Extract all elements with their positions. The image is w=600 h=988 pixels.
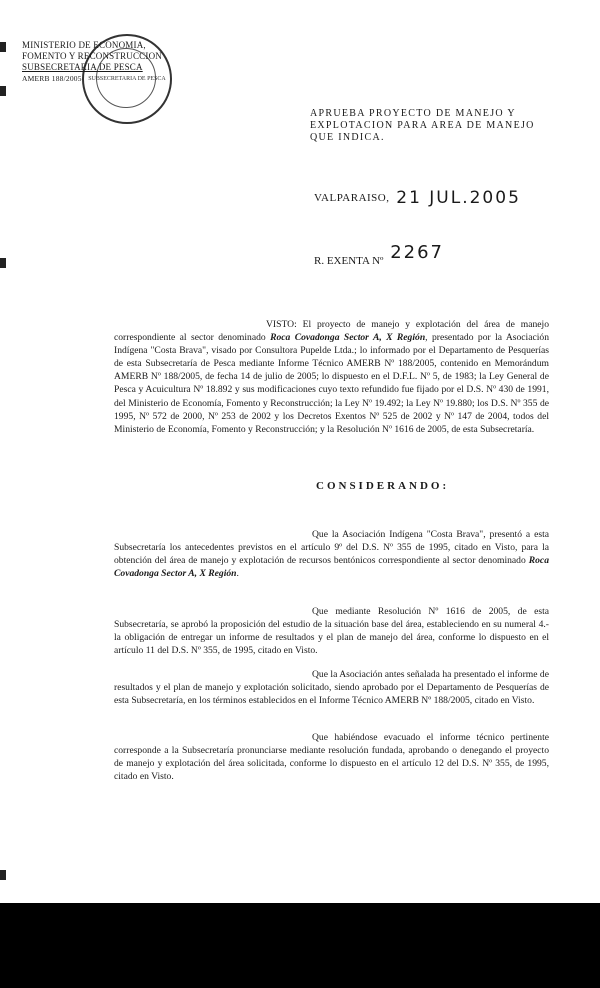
ministry-header bbox=[22, 40, 212, 84]
considerando-1-text: Que la Asociación Indígena "Costa Brava", presentó a esta Subsecretaría los antecedentes previstos en el artículo 9º del D.S. Nº 355 de 1995, citado en Visto, para la obtención del área de manejo y explotación de recursos bentónicos correspondiente al sector denominado bbox=[114, 529, 549, 567]
scan-edge-mark bbox=[0, 42, 6, 52]
considerando-paragraph-3 bbox=[114, 668, 549, 707]
considerando-paragraph-1 bbox=[114, 528, 549, 580]
considerando-3-text: Que la Asociación antes señalada ha presentado el informe de resultados y el plan de manejo y explotación solicitado, siendo aprobado por el Departamento de Pesquerías de esta Subsecretaría, en los términos establecidos en el Informe Técnico AMERB Nº 188/2005, citado en Visto. bbox=[114, 669, 549, 707]
official-seal-text: SUBSECRETARIA DE PESCA bbox=[88, 76, 166, 82]
considerando-1-site-name: Roca Covadonga Sector A, X Región bbox=[114, 555, 549, 580]
visto-label: VISTO: bbox=[266, 319, 297, 330]
considerando-paragraph-4 bbox=[114, 731, 549, 783]
visto-text-cont: , presentado por la Asociación Indígena "Costa Brava", visado por Consultora Pupelde Ltda.; lo informado por el Departamento de Pesquerías de esta Subsecretaría de Pesca mediante Informe Técnico AMERB Nº 188/2005, contenido en Memorándum AMERB Nº 188/2005, de fecha 14 de julio de 2005; lo dispuesto en el D.F.L. Nº 5, de 1983; la Ley General de Pesca y Acuicultura Nº 18.892 y sus modificaciones cuyo texto refundido fue fijado por el D.S. Nº 430 de 1991, del Ministerio de Economía, Fomento y Reconstrucción; la Ley Nº 19.492; la Ley Nº 19.880; los D.S. Nº 355 de 1995, Nº 572 de 2000, Nº 253 de 2002 y los Decretos Exentos Nº 525 de 2002 y Nº 147 de 2004, todos del Ministerio de Economía, Fomento y Reconstrucción; y la Resolución Nº 1616 de 2005, de esta Subsecretaría. bbox=[114, 332, 549, 435]
considerando-1-end: . bbox=[236, 568, 239, 580]
date-stamp: 21 JUL.2005 bbox=[396, 188, 521, 208]
visto-text: El proyecto de manejo y explotación del área de manejo correspondiente al sector denominado bbox=[114, 319, 549, 344]
scan-edge-mark bbox=[0, 258, 6, 268]
ministry-name-line2: FOMENTO Y RECONSTRUCCION bbox=[22, 51, 162, 61]
considerando-2-text: Que mediante Resolución Nº 1616 de 2005, de esta Subsecretaría, se aprobó la proposición del estudio de la situación base del área, estableciendo en su numeral 4.- la obligación de entregar un informe de resultados y el plan de manejo del área, conforme lo dispuesto en el artículo 11 del D.S. Nº 355, de 1995, citado en Visto. bbox=[114, 606, 549, 657]
scan-edge-mark bbox=[0, 870, 6, 880]
resolution-no-label: Nº bbox=[372, 255, 384, 267]
resolution-number: 2267 bbox=[390, 242, 445, 263]
reference-code: AMERB 188/2005 bbox=[22, 74, 82, 83]
resolution-number-line bbox=[314, 242, 445, 269]
resolution-label: R. EXENTA bbox=[314, 255, 370, 267]
ministry-name: MINISTERIO DE ECONOMIA, bbox=[22, 40, 146, 50]
considerando-heading: CONSIDERANDO: bbox=[316, 480, 450, 492]
visto-site-name: Roca Covadonga Sector A, X Región bbox=[270, 332, 426, 344]
subsecretaria-name: SUBSECRETARIA DE PESCA bbox=[22, 62, 143, 72]
considerando-paragraph-2 bbox=[114, 605, 549, 657]
considerando-4-text: Que habiéndose evacuado el informe técnico pertinente corresponde a la Subsecretaría pronunciarse mediante resolución fundada, aprobando o denegando el proyecto de manejo y explotación del área solicitada, conforme lo dispuesto en el artículo 12 del D.S. Nº 355, de 1995, citado en Visto. bbox=[114, 732, 549, 783]
document-subject: APRUEBA PROYECTO DE MANEJO Y EXPLOTACION PARA AREA DE MANEJO QUE INDICA. bbox=[310, 108, 535, 143]
place-name: VALPARAISO, bbox=[314, 192, 390, 204]
visto-paragraph bbox=[114, 318, 549, 436]
place-date-line bbox=[314, 186, 521, 206]
scan-edge-mark bbox=[0, 86, 6, 96]
